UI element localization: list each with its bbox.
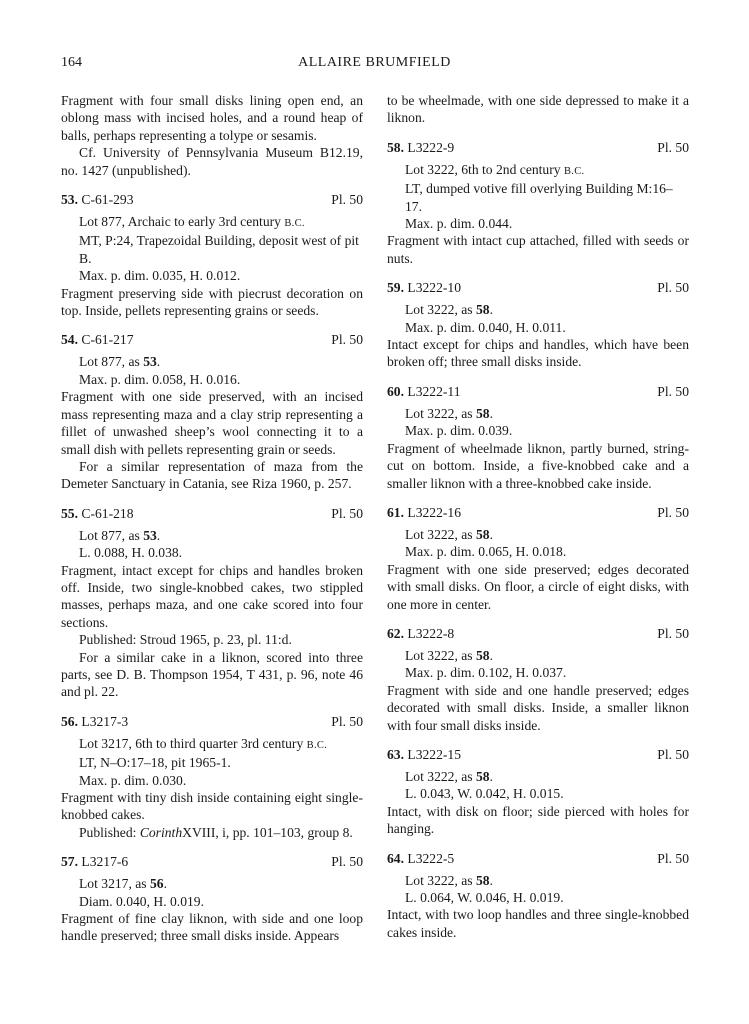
plate-reference: Pl. 50 xyxy=(657,383,689,399)
description: Fragment, intact except for chips and handles broken off. Inside, two single-knobbed cakes, two stippled masses, perhaps maza, and one cake scored into four sections. xyxy=(61,562,363,630)
description: Intact except for chips and handles, which have been broken off; three small disks inside. xyxy=(387,337,689,370)
plate-reference: Pl. 50 xyxy=(331,332,363,348)
catalog-entry-61 xyxy=(387,504,689,613)
page-number: 164 xyxy=(61,55,82,70)
entry-number: 54. xyxy=(61,332,78,348)
lot-line: Lot 3222, as 58. xyxy=(405,302,493,318)
lot-line: Lot 3222, as 58. xyxy=(405,526,493,542)
catalog-entry-54 xyxy=(61,331,363,492)
location-line: LT, N–O:17–18, pit 1965-1. xyxy=(79,755,231,771)
entry-number: 59. xyxy=(387,280,404,296)
location-line: LT, dumped votive fill overlying Building M:16–17. xyxy=(405,181,673,214)
dimensions-line: Max. p. dim. 0.035, H. 0.012. xyxy=(79,268,241,284)
location-line: MT, P:24, Trapezoidal Building, deposit west of pit B. xyxy=(79,233,359,266)
description: Intact, with disk on floor; side pierced with holes for hanging. xyxy=(387,803,689,837)
inventory-id: C-61-218 xyxy=(81,505,134,521)
entry-heading xyxy=(387,625,689,643)
description: Fragment with one side preserved, with an incised mass representing maza and a clay strip representing a fillet of unwashed sheep’s wool connecting it to a small dish with pellets representing grain or seeds. xyxy=(61,389,363,457)
dimensions-line: L. 0.064, W. 0.046, H. 0.019. xyxy=(405,890,564,905)
catalog-entry-60 xyxy=(387,383,689,492)
inventory-id: L3222-9 xyxy=(407,139,455,155)
inventory-id: L3222-15 xyxy=(407,746,462,762)
description: Fragment with one side preserved; edges decorated with small disks. On floor, a circle of eight disks, with one more in center. xyxy=(387,561,689,612)
catalog-entry-63 xyxy=(387,746,689,838)
catalog-entry-58 xyxy=(387,139,689,267)
inventory-id: L3222-5 xyxy=(407,850,455,866)
page-header xyxy=(61,55,688,75)
publication-line: Published: CorinthXVIII, i, pp. 101–103, group 8. xyxy=(79,824,353,840)
catalog-entry-53 xyxy=(61,191,363,319)
description: Fragment with tiny dish inside containing eight single-knobbed cakes. xyxy=(61,790,363,823)
description: Fragment with intact cup attached, filled with seeds or nuts. xyxy=(387,233,689,266)
inventory-id: L3217-3 xyxy=(81,713,129,729)
plate-reference: Pl. 50 xyxy=(657,625,689,641)
inventory-id: C-61-217 xyxy=(81,332,134,348)
inventory-id: L3222-16 xyxy=(407,504,462,520)
entry-number: 64. xyxy=(387,850,404,866)
lot-line: Lot 3217, 6th to third quarter 3rd century B.C. xyxy=(79,735,328,751)
description: Fragment with side and one handle preserved; edges decorated with small disks. Inside, a smaller liknon with four small disks inside. xyxy=(387,682,689,733)
publication-line: Published: Stroud 1965, p. 23, pl. 11:d. xyxy=(79,632,292,648)
dimensions-line: Max. p. dim. 0.065, H. 0.018. xyxy=(405,544,567,560)
entry-number: 55. xyxy=(61,505,78,521)
comparison-note: For a similar representation of maza from the Demeter Sanctuary in Catania, see Riza 1960, p. 257. xyxy=(61,458,363,492)
lot-line: Lot 3222, 6th to 2nd century B.C. xyxy=(405,161,585,177)
dimensions-line: Max. p. dim. 0.030. xyxy=(79,772,187,788)
lot-line: Lot 877, as 53. xyxy=(79,354,161,370)
comparison-note: For a similar cake in a liknon, scored into three parts, see D. B. Thompson 1954, T 431, p. 96, note 46 and pl. 22. xyxy=(61,649,363,700)
dimensions-line: Max. p. dim. 0.058, H. 0.016. xyxy=(79,371,241,387)
entry-heading xyxy=(387,279,689,297)
entry-heading xyxy=(61,713,363,731)
plate-reference: Pl. 50 xyxy=(657,280,689,296)
catalog-entry-56 xyxy=(61,713,363,841)
intro-paragraph: Fragment with four small disks lining open end, an oblong mass with incised holes, and a round heap of balls, perhaps representing a tolype or sesamis. xyxy=(61,93,363,143)
plate-reference: Pl. 50 xyxy=(657,850,689,866)
entry-number: 60. xyxy=(387,383,404,399)
entry-heading xyxy=(61,331,363,349)
entry-number: 61. xyxy=(387,504,404,520)
entry-number: 58. xyxy=(387,139,404,155)
lot-line: Lot 877, Archaic to early 3rd century B.C. xyxy=(79,214,305,230)
lot-line: Lot 3222, as 58. xyxy=(405,768,493,784)
entry-heading xyxy=(61,853,363,871)
dimensions-line: Max. p. dim. 0.102, H. 0.037. xyxy=(405,665,567,681)
entry-number: 62. xyxy=(387,625,404,641)
lot-line: Lot 3217, as 56. xyxy=(79,876,167,892)
left-column xyxy=(61,92,363,945)
dimensions-line: L. 0.043, W. 0.042, H. 0.015. xyxy=(405,786,564,802)
catalog-entry-55 xyxy=(61,505,363,701)
lot-line: Lot 3222, as 58. xyxy=(405,647,493,663)
plate-reference: Pl. 50 xyxy=(657,139,689,155)
description: Fragment preserving side with piecrust decoration on top. Inside, pellets representing grains or seeds. xyxy=(61,285,363,319)
inventory-id: C-61-293 xyxy=(81,192,134,208)
entry-number: 57. xyxy=(61,854,78,870)
plate-reference: Pl. 50 xyxy=(331,854,363,870)
plate-reference: Pl. 50 xyxy=(331,192,363,208)
intro-reference: Cf. University of Pennsylvania Museum B12.19, no. 1427 (unpublished). xyxy=(61,145,363,178)
entry-heading xyxy=(387,850,689,868)
description: Fragment of fine clay liknon, with side and one loop handle preserved; three small disks inside. Appears xyxy=(61,911,363,944)
inventory-id: L3222-8 xyxy=(407,625,455,641)
continued-description: to be wheelmade, with one side depressed to make it a liknon. xyxy=(387,93,689,126)
entry-heading xyxy=(387,383,689,401)
entry-heading xyxy=(61,505,363,523)
entry-heading xyxy=(387,504,689,522)
entry-heading xyxy=(387,139,689,157)
right-column xyxy=(387,92,689,941)
plate-reference: Pl. 50 xyxy=(331,505,363,521)
catalog-entry-62 xyxy=(387,625,689,734)
plate-reference: Pl. 50 xyxy=(331,713,363,729)
catalog-entry-57 xyxy=(61,853,363,945)
dimensions-line: Max. p. dim. 0.044. xyxy=(405,216,513,232)
dimensions-line: L. 0.088, H. 0.038. xyxy=(79,545,183,561)
inventory-id: L3217-6 xyxy=(81,854,129,870)
plate-reference: Pl. 50 xyxy=(657,504,689,520)
lot-line: Lot 3222, as 58. xyxy=(405,872,493,888)
description: Fragment of wheelmade liknon, partly burned, string-cut on bottom. Inside, a five-knobbed cake and a smaller liknon with a three-knobbed cake inside. xyxy=(387,440,689,491)
running-title: ALLAIRE BRUMFIELD xyxy=(298,55,451,70)
entry-number: 56. xyxy=(61,713,78,729)
dimensions-line: Max. p. dim. 0.040, H. 0.011. xyxy=(405,319,566,335)
inventory-id: L3222-11 xyxy=(407,383,461,399)
entry-number: 63. xyxy=(387,746,404,762)
catalog-entry-64 xyxy=(387,850,689,942)
inventory-id: L3222-10 xyxy=(407,280,462,296)
entry-heading xyxy=(387,746,689,764)
dimensions-line: Diam. 0.040, H. 0.019. xyxy=(79,893,204,909)
catalog-entry-59 xyxy=(387,279,689,371)
entry-heading xyxy=(61,191,363,209)
description: Intact, with two loop handles and three single-knobbed cakes inside. xyxy=(387,907,689,940)
lot-line: Lot 3222, as 58. xyxy=(405,405,493,421)
entry-number: 53. xyxy=(61,192,78,208)
dimensions-line: Max. p. dim. 0.039. xyxy=(405,423,513,439)
plate-reference: Pl. 50 xyxy=(657,746,689,762)
lot-line: Lot 877, as 53. xyxy=(79,527,161,543)
